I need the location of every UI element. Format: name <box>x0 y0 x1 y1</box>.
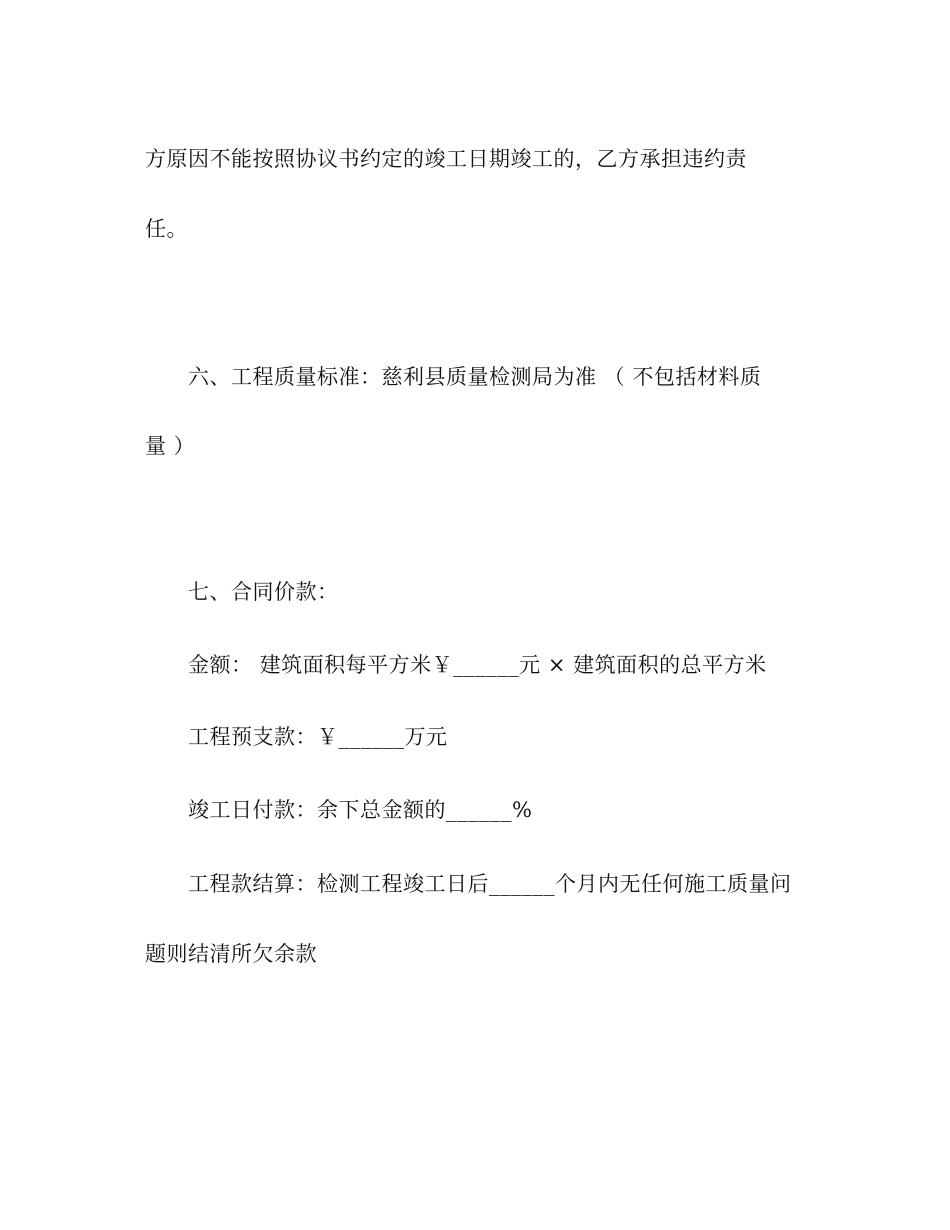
settlement-line: 工程款结算：检测工程竣工日后______个月内无任何施工质量问 <box>188 872 792 896</box>
paragraph-line-1: 方原因不能按照协议书约定的竣工日期竣工的，乙方承担违约责 <box>145 147 747 171</box>
paragraph-line-2: 任。 <box>145 217 188 241</box>
amount-line: 金额： 建筑面积每平方米￥______元 × 建筑面积的总平方米 <box>188 653 767 677</box>
completion-payment-line: 竣工日付款：余下总金额的______% <box>188 798 533 822</box>
settlement-continuation: 题则结清所欠余款 <box>145 942 317 966</box>
section-six-continuation: 量 ） <box>145 434 196 458</box>
advance-payment-line: 工程预支款：￥______万元 <box>188 725 448 749</box>
section-seven-heading: 七、合同价款： <box>188 580 339 604</box>
section-six-heading: 六、工程质量标准：慈利县质量检测局为准 （ 不包括材料质 <box>188 365 762 389</box>
